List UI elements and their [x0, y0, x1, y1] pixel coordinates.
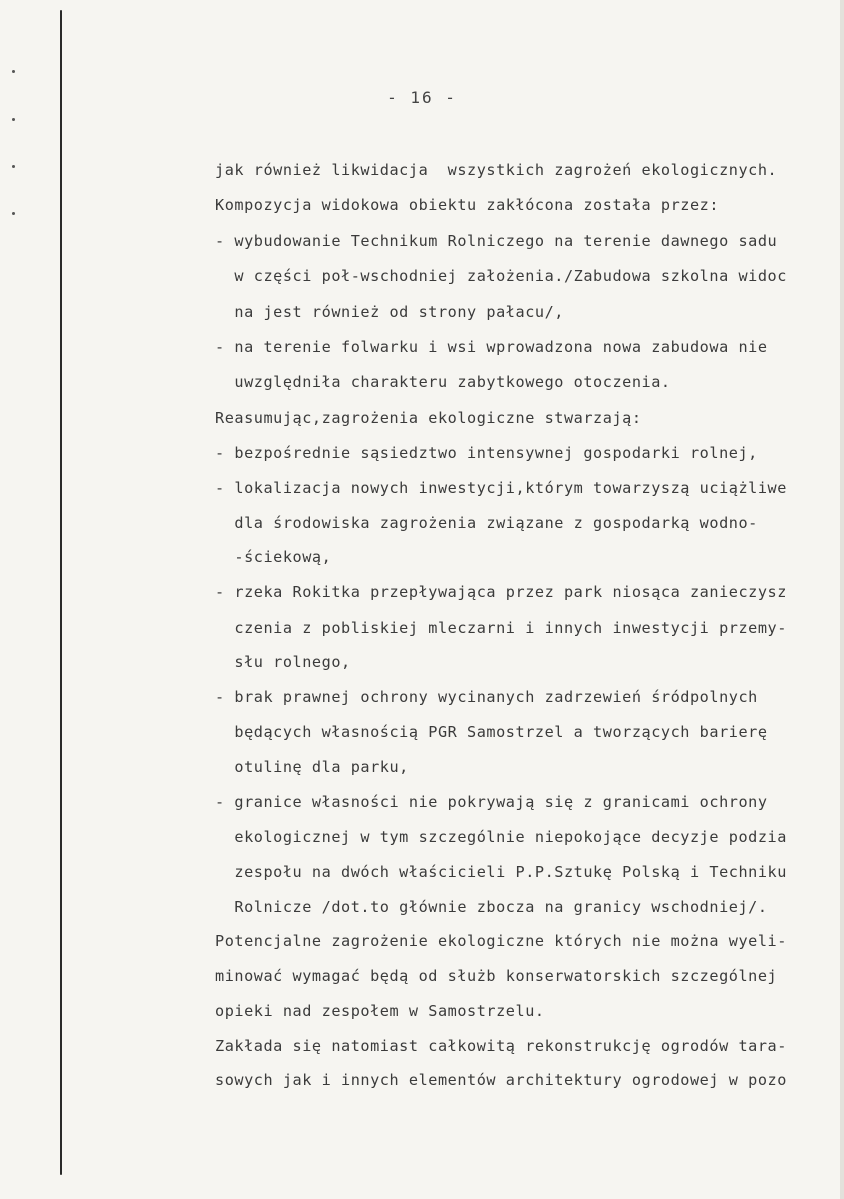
- text-line: czenia z pobliskiej mleczarni i innych inwestycji przemy-: [215, 619, 787, 637]
- text-line: jak również likwidacja wszystkich zagrożeń ekologicznych.: [215, 161, 778, 179]
- text-line: - na terenie folwarku i wsi wprowadzona nowa zabudowa nie: [215, 338, 768, 356]
- text-line: uwzględniła charakteru zabytkowego otoczenia.: [215, 373, 671, 391]
- text-line: Zakłada się natomiast całkowitą rekonstrukcję ogrodów tara-: [215, 1037, 787, 1055]
- punch-mark: [12, 70, 15, 73]
- text-line: na jest również od strony pałacu/,: [215, 303, 564, 321]
- text-line: będących własnością PGR Samostrzel a tworzących barierę: [215, 723, 768, 741]
- text-line: ekologicznej w tym szczególnie niepokojące decyzje podzia: [215, 828, 787, 846]
- text-line: sowych jak i innych elementów architektury ogrodowej w pozo: [215, 1071, 787, 1089]
- text-line: opieki nad zespołem w Samostrzelu.: [215, 1002, 545, 1020]
- page-edge: [840, 0, 844, 1199]
- text-line: - bezpośrednie sąsiedztwo intensywnej gospodarki rolnej,: [215, 444, 758, 462]
- text-line: minować wymagać będą od służb konserwatorskich szczególnej: [215, 967, 778, 985]
- text-line: - lokalizacja nowych inwestycji,którym towarzyszą uciążliwe: [215, 479, 787, 497]
- text-line: Reasumując,zagrożenia ekologiczne stwarzają:: [215, 409, 642, 427]
- text-line: Kompozycja widokowa obiektu zakłócona została przez:: [215, 196, 720, 214]
- text-line: Potencjalne zagrożenie ekologiczne których nie można wyeli-: [215, 932, 787, 950]
- text-line: dla środowiska zagrożenia związane z gospodarką wodno-: [215, 514, 758, 532]
- text-line: - wybudowanie Technikum Rolniczego na terenie dawnego sadu: [215, 232, 778, 250]
- text-line: Rolnicze /dot.to głównie zbocza na granicy wschodniej/.: [215, 898, 768, 916]
- punch-mark: [12, 118, 15, 121]
- text-line: - granice własności nie pokrywają się z granicami ochrony: [215, 793, 768, 811]
- text-line: - brak prawnej ochrony wycinanych zadrzewień śródpolnych: [215, 688, 758, 706]
- text-line: -ściekową,: [215, 548, 332, 566]
- text-line: zespołu na dwóch właścicieli P.P.Sztukę Polską i Techniku: [215, 863, 787, 881]
- text-line: otulinę dla parku,: [215, 758, 409, 776]
- punch-mark: [12, 165, 15, 168]
- binding-line: [60, 10, 62, 1175]
- text-line: słu rolnego,: [215, 653, 351, 671]
- text-line: - rzeka Rokitka przepływająca przez park niosąca zanieczysz: [215, 583, 787, 601]
- page-number: - 16 -: [387, 88, 457, 107]
- punch-mark: [12, 212, 15, 215]
- text-line: w części poł-wschodniej założenia./Zabudowa szkolna widoc: [215, 267, 787, 285]
